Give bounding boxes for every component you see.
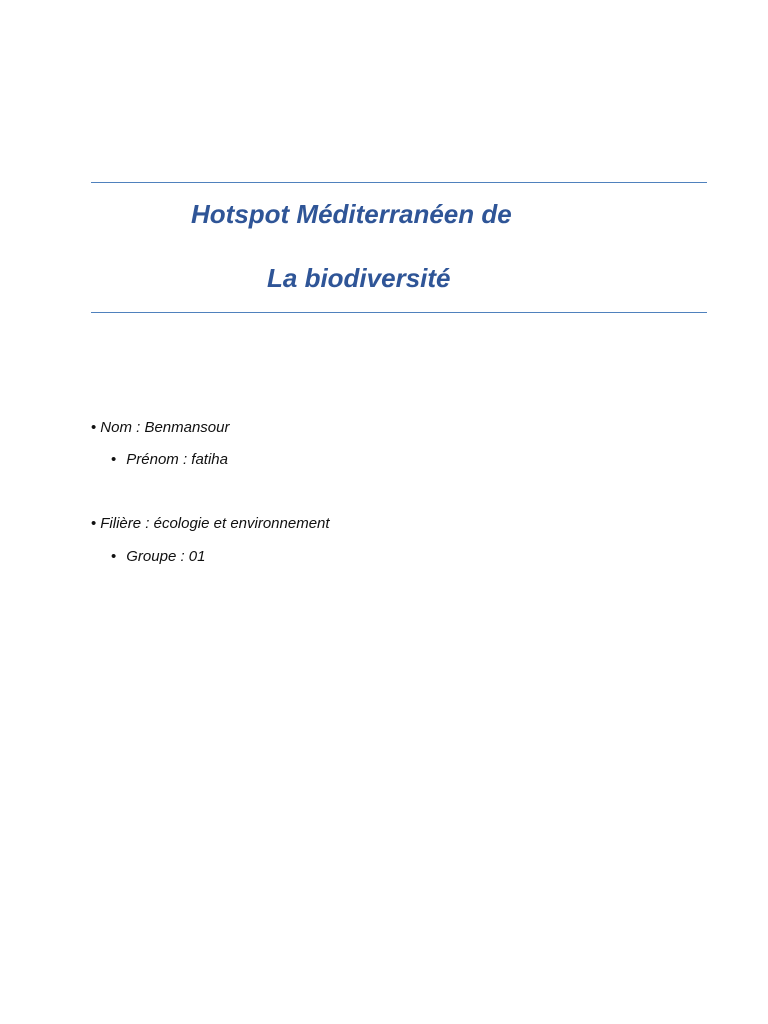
bullet-icon: • (91, 515, 97, 532)
bullet-icon: • (111, 548, 117, 565)
document-title-line-2: La biodiversité (267, 263, 451, 293)
list-item-filiere (91, 516, 330, 531)
bullet-icon: • (111, 451, 117, 468)
list-item-nom (91, 420, 230, 435)
groupe-text: Groupe : 01 (126, 548, 206, 565)
title-bottom-rule (91, 312, 707, 313)
bullet-icon: • (91, 419, 97, 436)
list-item-prenom (111, 452, 228, 467)
document-title-line-1: Hotspot Méditerranéen de (191, 199, 512, 229)
filiere-text: Filière : écologie et environnement (100, 515, 330, 532)
prenom-text: Prénom : fatiha (126, 451, 228, 468)
title-top-rule (91, 182, 707, 183)
list-item-groupe (111, 549, 205, 564)
nom-text: Nom : Benmansour (100, 419, 230, 436)
